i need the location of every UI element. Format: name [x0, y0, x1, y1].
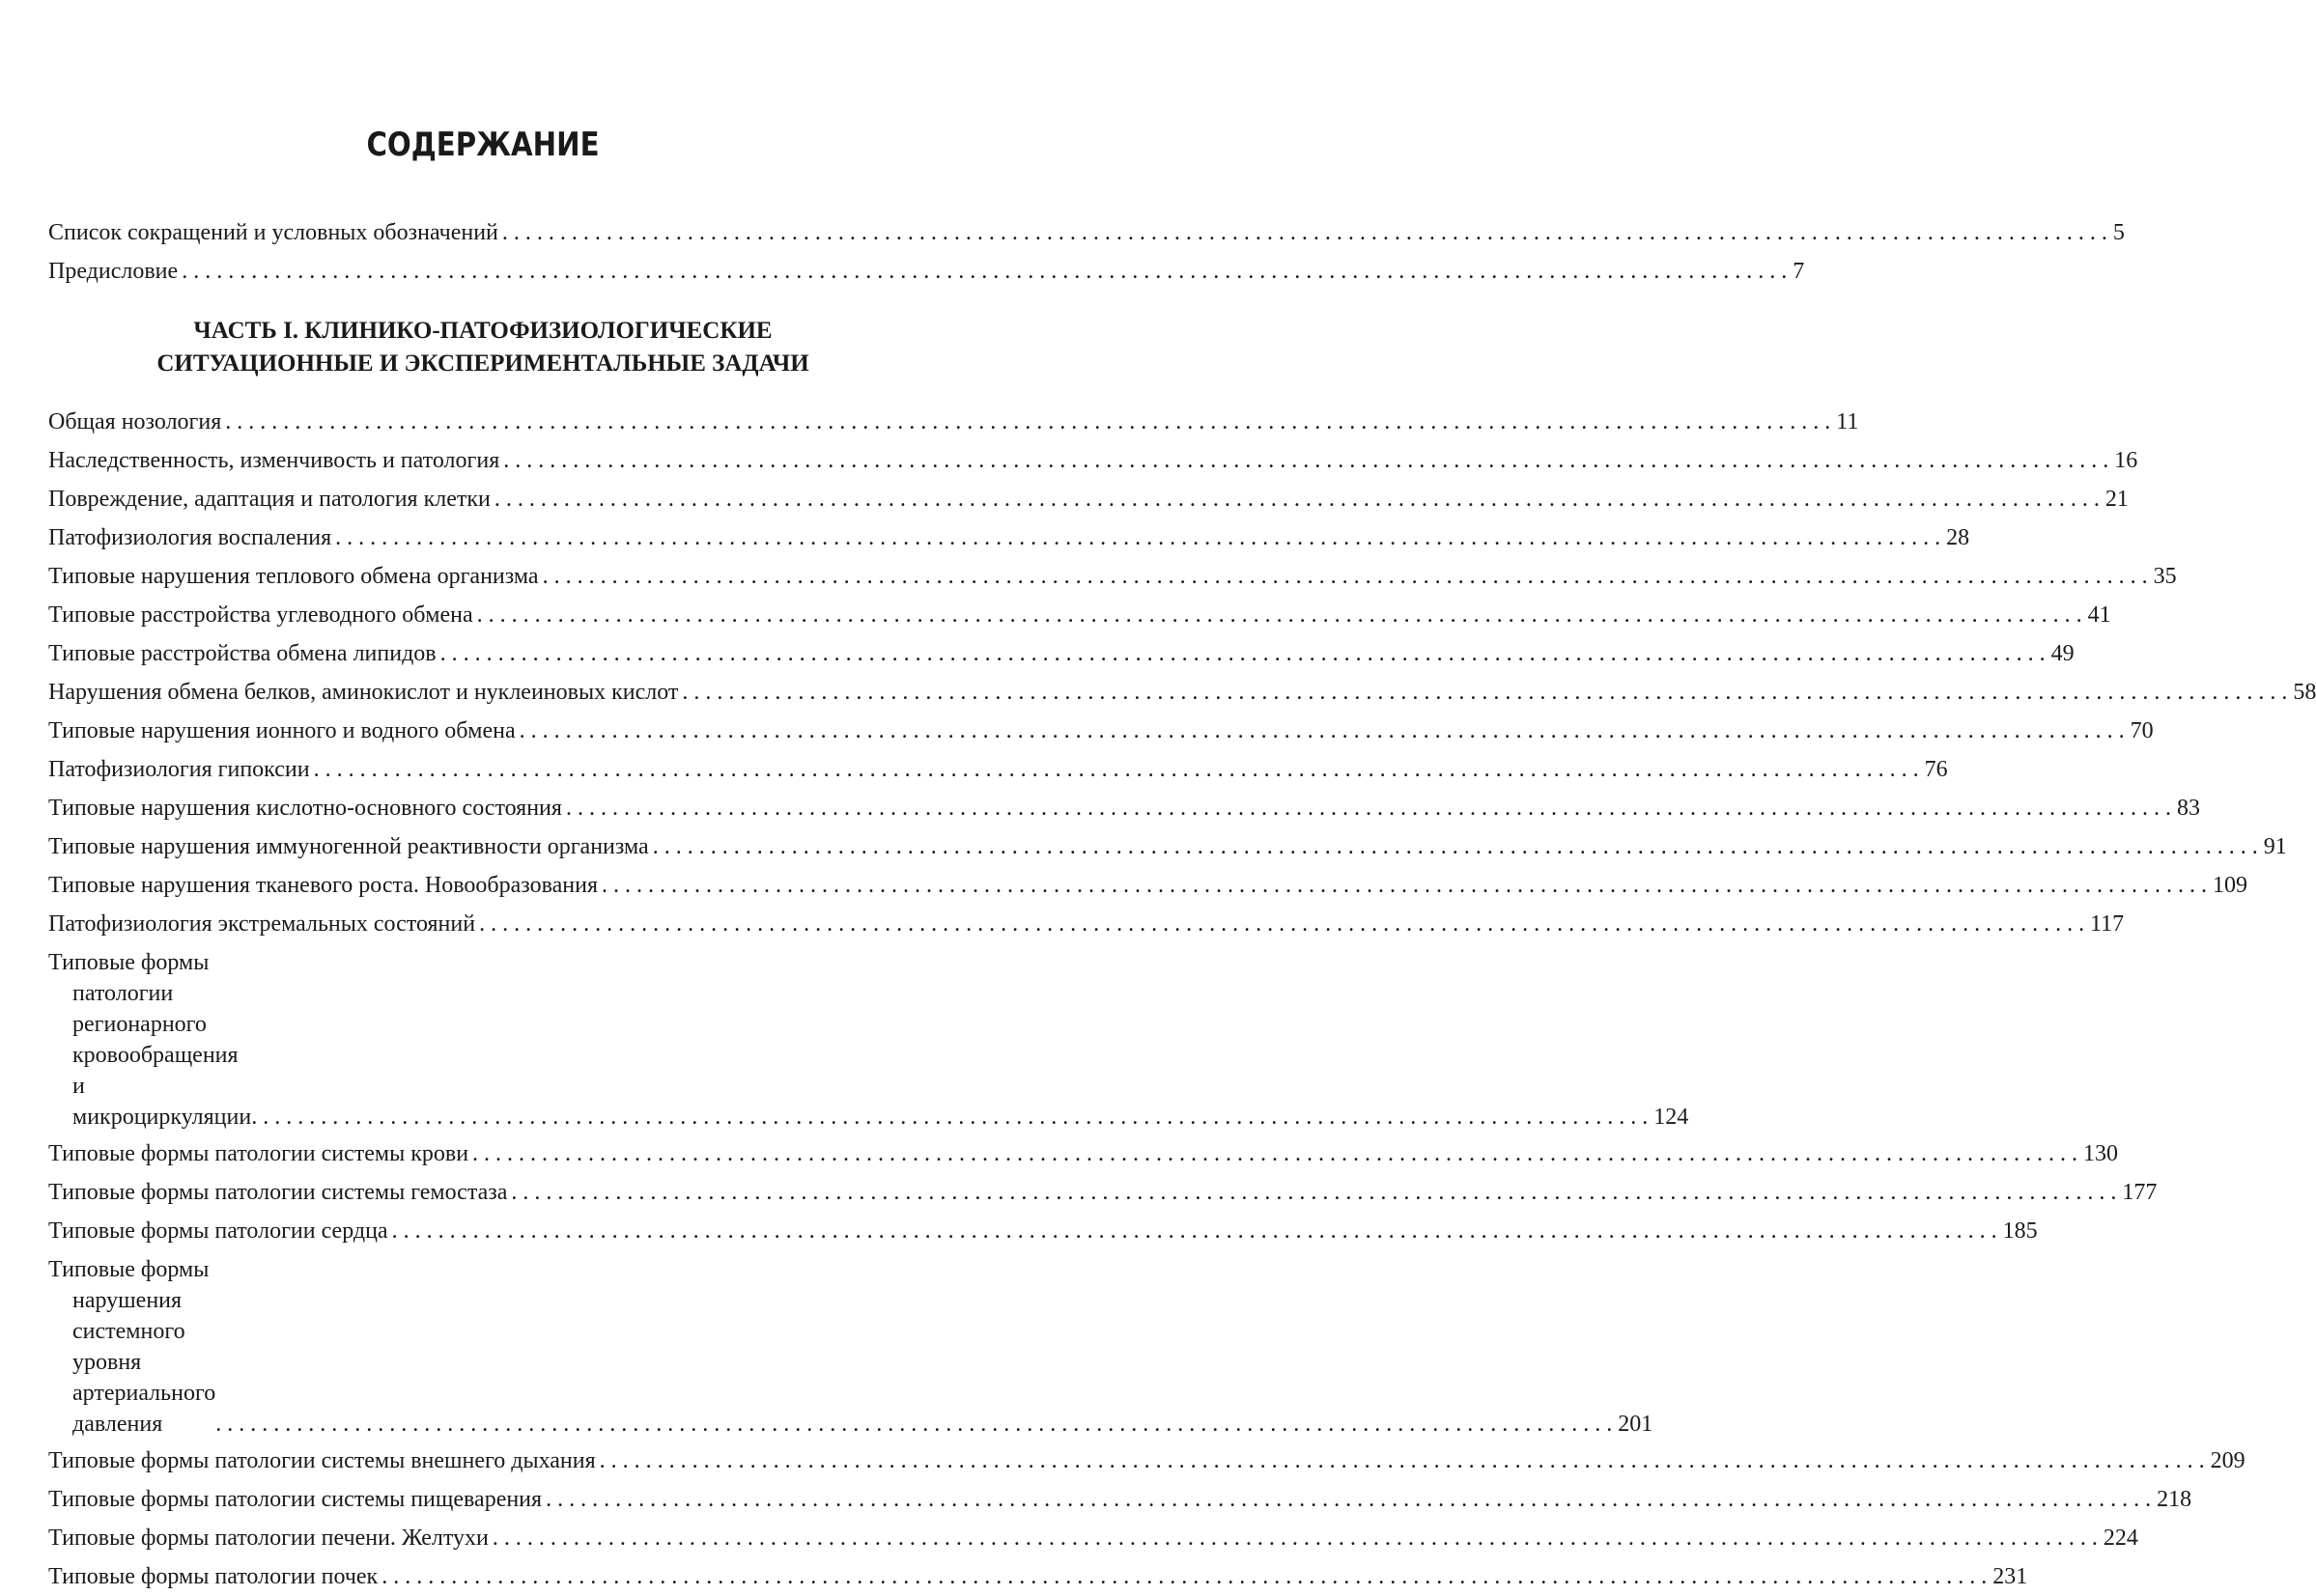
- toc-entry-page: 201: [1618, 1412, 1653, 1437]
- toc-entry-label: Типовые расстройства обмена липидов: [48, 641, 437, 666]
- toc-entry-label: Типовые формы патологии системы внешнего дыхания: [48, 1448, 596, 1473]
- toc-entry-label: Типовые нарушения иммуногенной реактивности организма: [48, 834, 649, 859]
- dot-leader: [502, 213, 2107, 252]
- toc-entry: [48, 1134, 2119, 1173]
- toc-entry-page: 49: [2050, 641, 2075, 666]
- toc-entry: [48, 596, 2111, 634]
- toc-entry-page: 16: [2114, 448, 2138, 473]
- toc-entry-page: 218: [2157, 1487, 2192, 1512]
- dot-leader: [251, 1102, 1648, 1133]
- dot-leader: [335, 518, 1940, 557]
- toc-entry: [48, 1442, 2245, 1480]
- toc-entry: [48, 712, 2154, 750]
- toc-entry-label: Список сокращений и условных обозначений: [48, 220, 498, 245]
- toc-entry-label: Нарушения обмена белков, аминокислот и нуклеиновых кислот: [48, 680, 679, 705]
- toc-entry-page: 224: [2103, 1526, 2138, 1551]
- toc-entry-page: 35: [2153, 564, 2177, 589]
- page-title: СОДЕРЖАНИЕ: [366, 126, 600, 164]
- toc-entry-label: Типовые расстройства углеводного обмена: [48, 602, 473, 628]
- toc-entry-label: Предисловие: [48, 259, 179, 284]
- dot-leader: [472, 1134, 2077, 1173]
- dot-leader: [600, 1442, 2205, 1480]
- toc-entry-page: 5: [2112, 220, 2125, 245]
- dot-leader: [392, 1212, 1997, 1250]
- toc-entry: [48, 1173, 2158, 1212]
- toc-entry: [48, 441, 2138, 480]
- toc-entry-page: 76: [1924, 757, 1948, 782]
- toc-entry-page: 124: [1653, 1105, 1689, 1130]
- toc-entry-page: 11: [1836, 409, 1859, 434]
- toc-entry-label: Патофизиология экстремальных состояний: [48, 911, 476, 937]
- toc-entry-page: 209: [2210, 1448, 2245, 1473]
- toc-entry-page: 185: [2002, 1218, 2038, 1244]
- toc-entry-label: Типовые формы патологии системы гемостаза: [48, 1180, 508, 1205]
- toc-entry: [48, 1519, 2138, 1557]
- toc-entry-page: 7: [1793, 259, 1805, 284]
- toc-entry-page: 83: [2176, 796, 2200, 821]
- toc-entry: [48, 1557, 2028, 1596]
- toc-entry-label: Типовые формы патологии печени. Желтухи: [48, 1526, 489, 1551]
- dot-leader: [511, 1173, 2116, 1212]
- toc-entry-label: Типовые формы патологии почек: [48, 1564, 379, 1589]
- front-matter-list: [48, 213, 2125, 291]
- dot-leader: [493, 1519, 2098, 1557]
- toc-entry-page: 41: [2087, 602, 2111, 628]
- toc-entry-preface: [48, 252, 1805, 291]
- part-heading-line2: СИТУАЦИОННЫЕ И ЭКСПЕРИМЕНТАЛЬНЫЕ ЗАДАЧИ: [156, 350, 809, 377]
- toc-entry-label: Типовые формы патологии сердца: [48, 1218, 388, 1244]
- toc-entry: [48, 403, 1859, 441]
- dot-leader: [503, 441, 2108, 480]
- toc-entry-label: Патофизиология воспаления: [48, 525, 332, 550]
- toc-entry-label: Патофизиология гипоксии: [48, 757, 310, 782]
- dot-leader: [653, 827, 2258, 866]
- toc-entry-abbreviations: [48, 213, 2125, 252]
- toc-entry-label: Типовые формы патологии системы пищеварения: [48, 1487, 543, 1512]
- toc-entry-label: Типовые нарушения теплового обмена организма: [48, 564, 539, 589]
- toc-entry-label: Повреждение, адаптация и патология клетки: [48, 487, 491, 512]
- toc-entry-label: Типовые формы патологии регионарного кровообращения и микроциркуляции: [48, 950, 252, 1130]
- toc-entry-page: 70: [2130, 718, 2154, 743]
- toc-entry-page: 117: [2090, 911, 2125, 937]
- toc-entry: [48, 866, 2248, 905]
- toc-entry: [48, 1212, 2038, 1250]
- dot-leader: [479, 905, 2084, 943]
- dot-leader: [602, 866, 2207, 905]
- dot-leader: [682, 673, 2287, 712]
- part-heading-line1: ЧАСТЬ I. КЛИНИКО-ПАТОФИЗИОЛОГИЧЕСКИЕ: [193, 318, 773, 344]
- dot-leader: [314, 750, 1919, 789]
- toc-entry-multiline: [48, 947, 1689, 1133]
- toc-entry: [48, 557, 2177, 596]
- toc-entry: [48, 789, 2200, 827]
- toc-entry-label: Наследственность, изменчивость и патология: [48, 448, 500, 473]
- toc-entry: [48, 1480, 2192, 1519]
- dot-leader: [477, 596, 2082, 634]
- toc-entry: [48, 905, 2125, 943]
- toc-entry: [48, 480, 2129, 518]
- toc-entry-label: Общая нозология: [48, 409, 222, 434]
- toc-entry-page: 109: [2213, 873, 2248, 898]
- toc-entry-page: 91: [2263, 834, 2287, 859]
- toc-entry: [48, 673, 2316, 712]
- dot-leader: [381, 1557, 1987, 1596]
- toc-entry-label: Типовые формы нарушения системного уровня артериального давления: [48, 1257, 216, 1437]
- dot-leader: [494, 480, 2100, 518]
- dot-leader: [225, 403, 1830, 441]
- toc-entry-page: 231: [1992, 1564, 2028, 1589]
- toc-entry-multiline: [48, 1254, 1653, 1440]
- toc-entry-label: Типовые формы патологии системы крови: [48, 1141, 469, 1166]
- toc-entry-page: 58: [2293, 680, 2316, 705]
- toc-entry: [48, 634, 2075, 673]
- toc-entry-page: 21: [2104, 487, 2129, 512]
- dot-leader: [182, 252, 1787, 291]
- dot-leader: [215, 1409, 1612, 1440]
- toc-entry: [48, 750, 1948, 789]
- dot-leader: [440, 634, 2046, 673]
- toc-entry-label: Типовые нарушения ионного и водного обмена: [48, 718, 516, 743]
- toc-entry-page: 28: [1946, 525, 1970, 550]
- part1-toc-list: [48, 403, 2316, 1596]
- dot-leader: [566, 789, 2171, 827]
- toc-entry-label: Типовые нарушения тканевого роста. Новообразования: [48, 873, 599, 898]
- toc-entry: [48, 518, 1970, 557]
- dot-leader: [543, 557, 2148, 596]
- dot-leader: [520, 712, 2125, 750]
- toc-entry-label: Типовые нарушения кислотно-основного состояния: [48, 796, 562, 821]
- toc-entry: [48, 827, 2287, 866]
- toc-entry-page: 177: [2122, 1180, 2158, 1205]
- toc-entry-page: 130: [2083, 1141, 2119, 1166]
- dot-leader: [546, 1480, 2151, 1519]
